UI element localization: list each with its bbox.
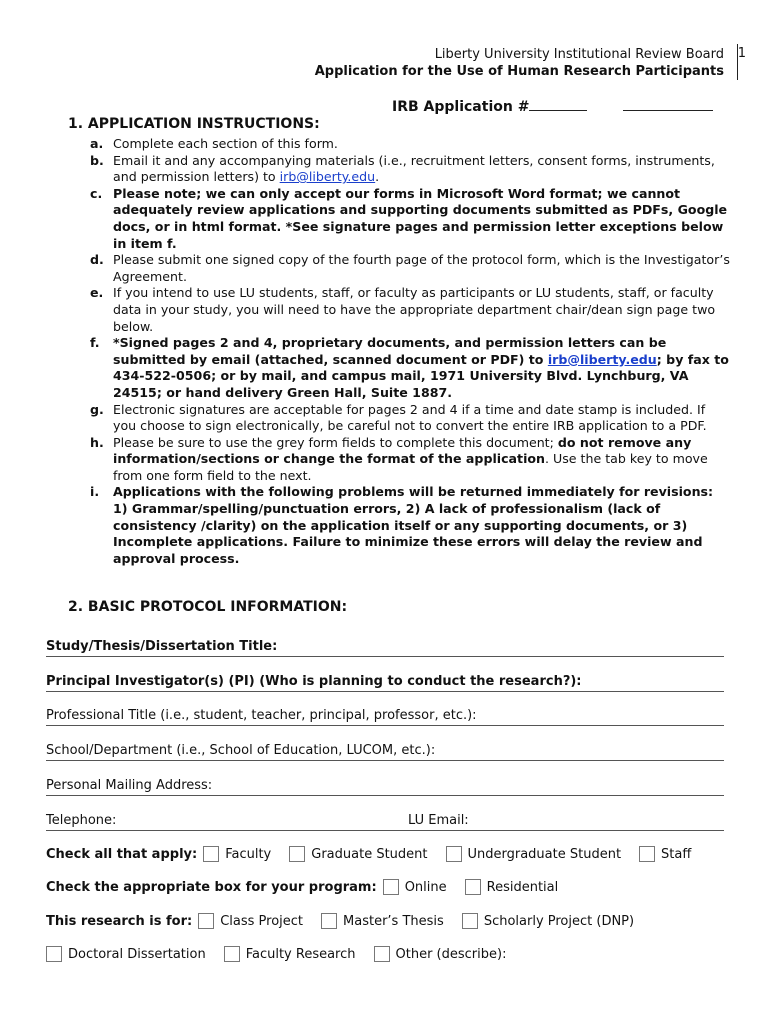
mailing-address-field[interactable]	[46, 777, 724, 796]
research-for-row-2	[46, 946, 524, 962]
scholarly-project-checkbox[interactable]	[462, 913, 478, 929]
item-letter: i.	[90, 484, 100, 500]
item-text: Applications with the following problems will be returned immediately for revisions: 1) Grammar/spelling/punctuation errors, 2) A lack of professionalism (lack of consistency /clarity) on the application itself or any supporting documents, or 3) Incomplete applications. Failure to minimize these errors will delay the review and approval process.	[113, 484, 714, 566]
list-item	[90, 136, 730, 153]
item-letter: f.	[90, 335, 100, 351]
telephone-label: Telephone:	[46, 813, 117, 828]
study-title-label: Study/Thesis/Dissertation Title:	[46, 639, 278, 654]
graduate-student-option[interactable]: Graduate Student	[289, 846, 427, 862]
list-item	[90, 484, 730, 567]
item-text: Please be sure to use the grey form fields to complete this document; do not remove any information/sections or change the format of the application. Use the tab key to move from one form field to the next.	[113, 434, 708, 483]
header-institution: Liberty University Institutional Review Board	[434, 47, 724, 62]
section-1-title: 1. APPLICATION INSTRUCTIONS:	[68, 116, 320, 132]
header-form-title: Application for the Use of Human Research Participants	[314, 64, 724, 79]
program-label: Check the appropriate box for your program:	[46, 879, 377, 895]
undergraduate-student-checkbox[interactable]	[446, 846, 462, 862]
study-title-field[interactable]	[46, 638, 724, 657]
item-letter: e.	[90, 285, 104, 301]
faculty-option[interactable]: Faculty	[203, 846, 271, 862]
check-all-row	[46, 846, 709, 862]
irb-number-blank[interactable]	[529, 98, 587, 111]
other-checkbox[interactable]	[374, 946, 390, 962]
graduate-student-checkbox[interactable]	[289, 846, 305, 862]
other-option[interactable]: Other (describe):	[374, 946, 507, 962]
section-2-title: 2. BASIC PROTOCOL INFORMATION:	[68, 599, 348, 615]
faculty-checkbox[interactable]	[203, 846, 219, 862]
irb-application-number	[392, 98, 713, 115]
irb-email-link[interactable]: irb@liberty.edu	[279, 169, 376, 185]
list-item	[90, 153, 730, 186]
list-item	[90, 285, 730, 335]
lu-email-label: LU Email:	[408, 813, 469, 828]
undergraduate-student-option[interactable]: Undergraduate Student	[446, 846, 622, 862]
research-for-label: This research is for:	[46, 913, 193, 929]
item-letter: a.	[90, 136, 104, 151]
mailing-address-label: Personal Mailing Address:	[46, 778, 213, 793]
instructions-list	[90, 136, 730, 567]
item-letter: g.	[90, 401, 104, 417]
telephone-email-field[interactable]	[46, 812, 724, 831]
item-letter: h.	[90, 434, 104, 450]
staff-option[interactable]: Staff	[639, 846, 691, 862]
page-number: 1	[737, 46, 746, 61]
item-text: Electronic signatures are acceptable for pages 2 and 4 if a time and date stamp is included. If you choose to sign electronically, be careful not to convert the entire IRB application to a PDF.	[113, 401, 707, 434]
online-checkbox[interactable]	[383, 879, 399, 895]
online-option[interactable]: Online	[383, 879, 447, 895]
item-text: Email it and any accompanying materials (i.e., recruitment letters, consent forms, instruments, and permission letters) to irb@liberty.edu.	[113, 152, 715, 185]
item-text: Complete each section of this form.	[113, 136, 338, 151]
school-department-label: School/Department (i.e., School of Education, LUCOM, etc.):	[46, 743, 436, 758]
faculty-research-option[interactable]: Faculty Research	[224, 946, 356, 962]
doctoral-dissertation-checkbox[interactable]	[46, 946, 62, 962]
item-text: *Signed pages 2 and 4, proprietary documents, and permission letters can be submitted by email (attached, scanned document or PDF) to irb@liberty.edu; by fax to 434-522-0506; or by mail, and campus mail, 1971 University Blvd. Lynchburg, VA 24515; or hand delivery Green Hall, Suite 1887.	[113, 335, 729, 400]
irb-number-label: IRB Application #	[392, 99, 530, 115]
list-item	[90, 435, 730, 485]
staff-checkbox[interactable]	[639, 846, 655, 862]
class-project-checkbox[interactable]	[198, 913, 214, 929]
faculty-research-checkbox[interactable]	[224, 946, 240, 962]
scholarly-project-option[interactable]: Scholarly Project (DNP)	[462, 913, 634, 929]
list-item	[90, 186, 730, 252]
program-row	[46, 879, 576, 895]
school-department-field[interactable]	[46, 742, 724, 761]
item-letter: b.	[90, 152, 104, 168]
list-item	[90, 402, 730, 435]
item-text: If you intend to use LU students, staff, or faculty as participants or LU students, staff, or faculty data in your study, you will need to have the appropriate department chair/dean sign page two below.	[113, 285, 716, 334]
doctoral-dissertation-option[interactable]: Doctoral Dissertation	[46, 946, 206, 962]
residential-checkbox[interactable]	[465, 879, 481, 895]
masters-thesis-checkbox[interactable]	[321, 913, 337, 929]
irb-email-link[interactable]: irb@liberty.edu	[547, 351, 657, 367]
item-letter: d.	[90, 252, 104, 268]
document-header	[315, 46, 724, 80]
professional-title-label: Professional Title (i.e., student, teacher, principal, professor, etc.):	[46, 708, 477, 723]
list-item	[90, 335, 730, 401]
check-all-label: Check all that apply:	[46, 846, 198, 862]
professional-title-field[interactable]	[46, 707, 724, 726]
item-text: Please submit one signed copy of the fourth page of the protocol form, which is the Investigator’s Agreement.	[113, 252, 730, 284]
masters-thesis-option[interactable]: Master’s Thesis	[321, 913, 444, 929]
research-for-row	[46, 913, 652, 929]
pi-field[interactable]	[46, 673, 724, 692]
item-text: Please note; we can only accept our forms in Microsoft Word format; we cannot adequately review applications and supporting documents submitted as PDFs, Google docs, or in html format. *See signature pages and permission letter exceptions below in item f.	[113, 185, 728, 251]
residential-option[interactable]: Residential	[465, 879, 559, 895]
class-project-option[interactable]: Class Project	[198, 913, 303, 929]
list-item	[90, 252, 730, 285]
item-letter: c.	[90, 185, 103, 201]
pi-label: Principal Investigator(s) (PI) (Who is planning to conduct the research?):	[46, 674, 582, 689]
irb-number-blank-2[interactable]	[623, 98, 713, 111]
